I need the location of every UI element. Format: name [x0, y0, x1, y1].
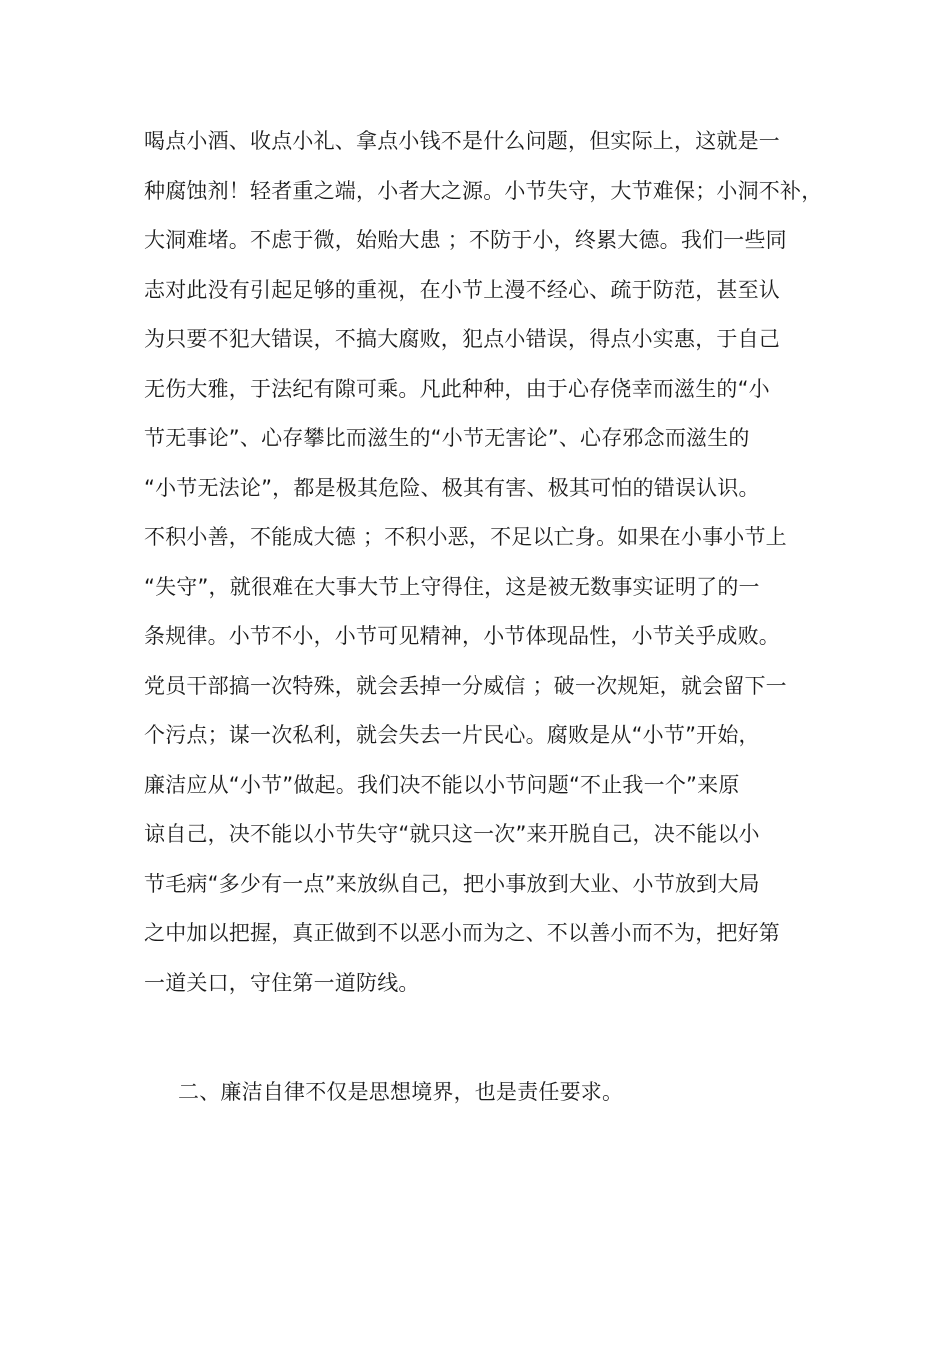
paragraph-line: 节毛病“多少有一点”来放纵自己，把小事放到大业、小节放到大局	[144, 871, 760, 896]
paragraph-line: 之中加以把握，真正做到不以恶小而为之、不以善小而不为，把好第	[144, 921, 780, 945]
paragraph-line: 一道关口，守住第一道防线。	[144, 970, 420, 995]
paragraph-line: 节无事论”、心存攀比而滋生的“小节无害论”、心存邪念而滋生的	[144, 426, 750, 450]
paragraph-line: 志对此没有引起足够的重视，在小节上漫不经心、疏于防范，甚至认	[144, 277, 780, 302]
body-paragraph	[144, 121, 823, 1012]
paragraph-line: 条规律。小节不小，小节可见精神，小节体现品性，小节关乎成败。	[144, 624, 780, 648]
paragraph-line: 为只要不犯大错误，不搞大腐败，犯点小错误，得点小实惠，于自己	[144, 327, 780, 351]
paragraph-line: 谅自己，决不能以小节失守“就只这一次”来开脱自己，决不能以小	[144, 822, 760, 846]
paragraph-line: 党员干部搞一次特殊，就会丢掉一分威信 ；破一次规矩，就会留下一	[144, 673, 787, 698]
paragraph-line: 廉洁应从“小节”做起。我们决不能以小节问题“不止我一个”来原	[144, 772, 740, 797]
paragraph-line: 无伤大雅，于法纪有隙可乘。凡此种种，由于心存侥幸而滋生的“小	[144, 376, 770, 401]
paragraph-line: 个污点；谋一次私利，就会失去一片民心。腐败是从“小节”开始，	[144, 723, 760, 747]
paragraph-line: “小节无法论”，都是极其危险、极其有害、极其可怕的错误认识。	[144, 475, 760, 500]
paragraph-line: 不积小善，不能成大德 ；不积小恶，不足以亡身。如果在小事小节上	[144, 525, 787, 549]
paragraph-line: 喝点小酒、收点小礼、拿点小钱不是什么问题，但实际上，这就是一	[144, 129, 780, 153]
paragraph-line: 大洞难堵。不虑于微，始贻大患 ；不防于小，终累大德。我们一些同	[144, 228, 787, 252]
paragraph-line: “失守”，就很难在大事大节上守得住，这是被无数事实证明了的一	[144, 574, 760, 599]
section-heading: 二、廉洁自律不仅是思想境界，也是责任要求。	[178, 1080, 624, 1104]
paragraph-line: 种腐蚀剂！轻者重之端，小者大之源。小节失守，大节难保；小洞不补，	[144, 178, 823, 203]
